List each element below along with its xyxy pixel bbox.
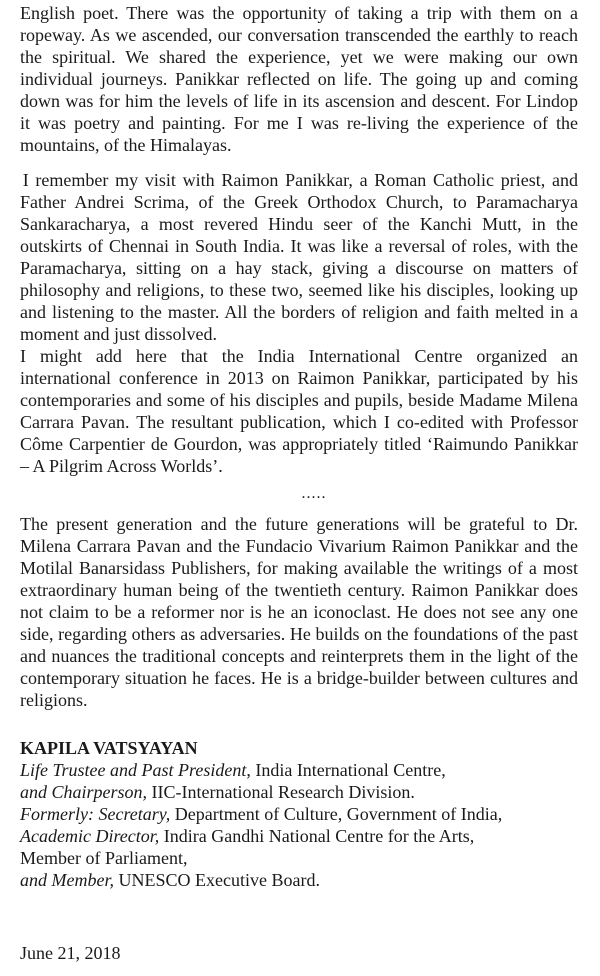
signature-block (20, 737, 578, 891)
paragraph-paramacharya-visit: I remember my visit with Raimon Panikkar, a Roman Catholic priest, and Father Andrei Scrima, of the Greek Orthodox Church, to Paramacharya Sankaracharya, a most revered Hindu seer of the Kanchi Mutt, in the outskirts of Chennai in South India. It was like a reversal of roles, with the Paramacharya, sitting on a hay stack, giving a discourse on matters of philosophy and religions, to these two, seemed like his disciples, looking up and listening to the master. All the borders of religion and faith melted in a moment and just dissolved. (20, 170, 578, 344)
document-date: June 21, 2018 (20, 943, 121, 963)
org-iic-research: IIC-International Research Division. (147, 782, 415, 802)
signature-line-2 (20, 781, 578, 803)
signature-line-5: Member of Parliament, (20, 848, 188, 868)
signature-line-1 (20, 759, 578, 781)
org-ignca: Indira Gandhi National Centre for the Arts, (159, 826, 475, 846)
org-culture-dept: Department of Culture, Government of India, (170, 804, 503, 824)
paragraph-ropeway: English poet. There was the opportunity of taking a trip with them on a ropeway. As we ascended, our conversation transcended the earthly to reach the spiritual. We shared the experience, yet we were making our own individual journeys. Panikkar reflected on life. The going up and coming down was for him the levels of life in its ascension and descent. For Lindop it was poetry and painting. For me I was re-living the experience of the mountains, of the Himalayas. (20, 3, 578, 155)
and-prefix: and (20, 782, 52, 802)
role-academic-director: Academic Director, (20, 826, 160, 846)
author-name: KAPILA VATSYAYAN (20, 738, 198, 758)
signature-line-4 (20, 825, 578, 847)
org-unesco: UNESCO Executive Board. (113, 870, 320, 890)
role-member: and Member, (20, 870, 114, 890)
signature-line-3 (20, 803, 578, 825)
section-separator: ..... (301, 485, 327, 502)
org-iic: , India International Centre, (246, 760, 446, 780)
paragraph-conference: I might add here that the India International Centre organized an international conference in 2013 on Raimon Panikkar, participated by his contemporaries and some of his disciples and pupils, beside Madame Milena Carrara Pavan. The resultant publication, which I co-edited with Professor Côme Carpentier de Gourdon, was appropriately titled ‘Raimundo Panikkar – A Pilgrim Across Worlds’. (20, 346, 578, 476)
role-secretary: Formerly: Secretary, (20, 804, 171, 824)
signature-line-6 (20, 869, 578, 891)
paragraph-present-generation: The present generation and the future generations will be grateful to Dr. Milena Carrara Pavan and the Fundacio Vivarium Raimon Panikkar and the Motilal Banarsidass Publishers, for making available the writings of a most extraordinary human being of the twentieth century. Raimon Panikkar does not claim to be a reformer nor is he an iconoclast. He does not see any one side, regarding others as adversaries. He builds on the foundations of the past and nuances the traditional concepts and reinterprets them in the light of the contemporary situation he faces. He is a bridge-builder between cultures and religions. (20, 514, 578, 710)
role-chairperson: Chairperson, (51, 782, 148, 802)
role-life-trustee: Life Trustee and Past President (20, 760, 247, 780)
